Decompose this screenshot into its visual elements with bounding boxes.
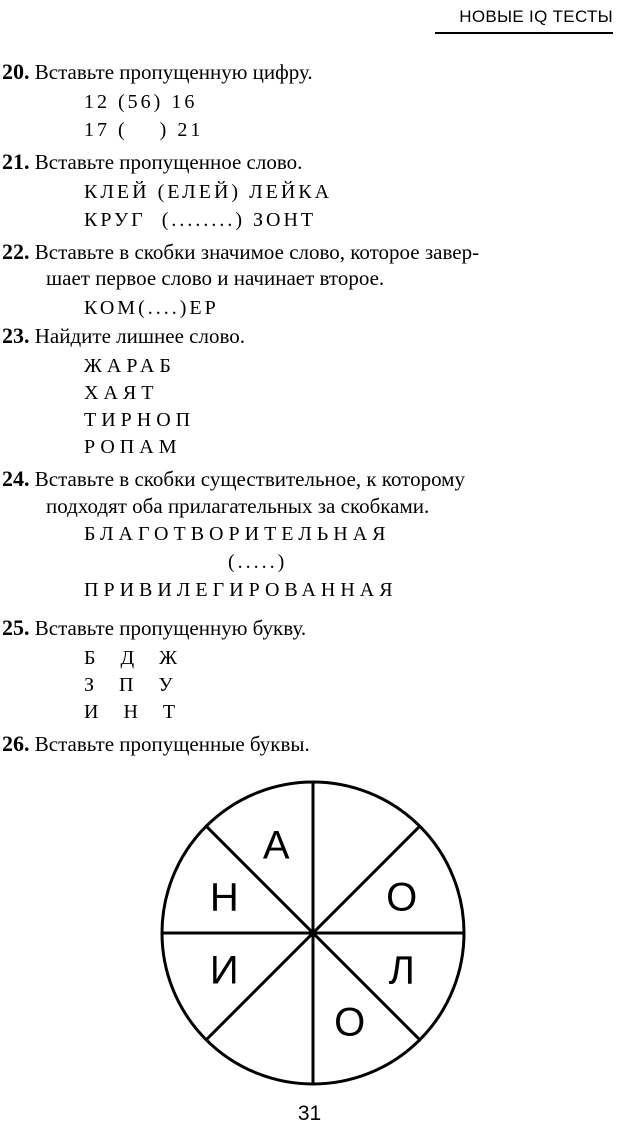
question-text: Вставьте пропущенное слово. xyxy=(34,150,303,174)
question-text: Вставьте в скобки значимое слово, которое завер- xyxy=(34,240,480,264)
question-text: Вставьте пропущенную цифру. xyxy=(34,60,313,84)
puzzle-line: ХАЯТ xyxy=(84,382,159,404)
question-number: 20. xyxy=(2,59,30,84)
header-title: НОВЫЕ IQ ТЕСТЫ xyxy=(459,7,613,26)
question-number: 25. xyxy=(2,615,30,640)
puzzle-line: 12 (56) 16 xyxy=(84,91,198,113)
puzzle-line: КОМ(....)ЕР xyxy=(84,297,219,319)
question-text-continuation: подходят оба прилагательных за скобками. xyxy=(46,494,430,518)
puzzle-line: ТИРНОП xyxy=(84,409,196,431)
running-header xyxy=(435,4,613,34)
question-number: 22. xyxy=(2,239,30,264)
question-text: Найдите лишнее слово. xyxy=(34,324,245,348)
question-23 xyxy=(2,324,245,348)
question-number: 26. xyxy=(2,731,30,756)
question-text: Вставьте пропущенную букву. xyxy=(34,616,307,640)
puzzle-line: З П У xyxy=(84,674,183,696)
question-text: Вставьте пропущенные буквы. xyxy=(34,732,310,756)
puzzle-line: Б Д Ж xyxy=(84,647,188,669)
question-24 xyxy=(2,467,465,491)
wheel-letter: Н xyxy=(209,875,239,920)
wheel-letter: О xyxy=(386,875,418,920)
question-25 xyxy=(2,616,306,640)
puzzle-line: (.....) xyxy=(228,551,288,573)
question-22 xyxy=(2,240,479,264)
puzzle-line: И Н Т xyxy=(84,701,186,723)
wheel-letter: А xyxy=(262,823,290,868)
wheel-letter: И xyxy=(209,948,239,993)
puzzle-line: БЛАГОТВОРИТЕЛЬНАЯ xyxy=(84,523,391,545)
puzzle-line: РОПАМ xyxy=(84,436,182,458)
question-21 xyxy=(2,150,302,174)
wheel-spokes xyxy=(162,782,464,1084)
puzzle-line: ПРИВИЛЕГИРОВАННАЯ xyxy=(84,579,398,601)
letter-wheel xyxy=(158,778,468,1088)
question-number: 24. xyxy=(2,466,30,491)
puzzle-line: КЛЕЙ (ЕЛЕЙ) ЛЕЙКА xyxy=(84,181,333,203)
page-number: 31 xyxy=(297,1102,322,1125)
puzzle-line: 17 ( ) 21 xyxy=(84,119,204,141)
wheel-letter: О xyxy=(334,1000,366,1045)
question-text-continuation: шает первое слово и начинает второе. xyxy=(46,266,385,290)
question-20 xyxy=(2,60,313,84)
question-text: Вставьте в скобки существительное, к которому xyxy=(34,467,465,491)
puzzle-line: КРУГ (........) ЗОНТ xyxy=(84,209,317,231)
question-number: 21. xyxy=(2,149,30,174)
puzzle-line: ЖАРАБ xyxy=(84,355,176,377)
question-number: 23. xyxy=(2,323,30,348)
wheel-letter: Л xyxy=(388,948,415,993)
question-26 xyxy=(2,732,310,756)
